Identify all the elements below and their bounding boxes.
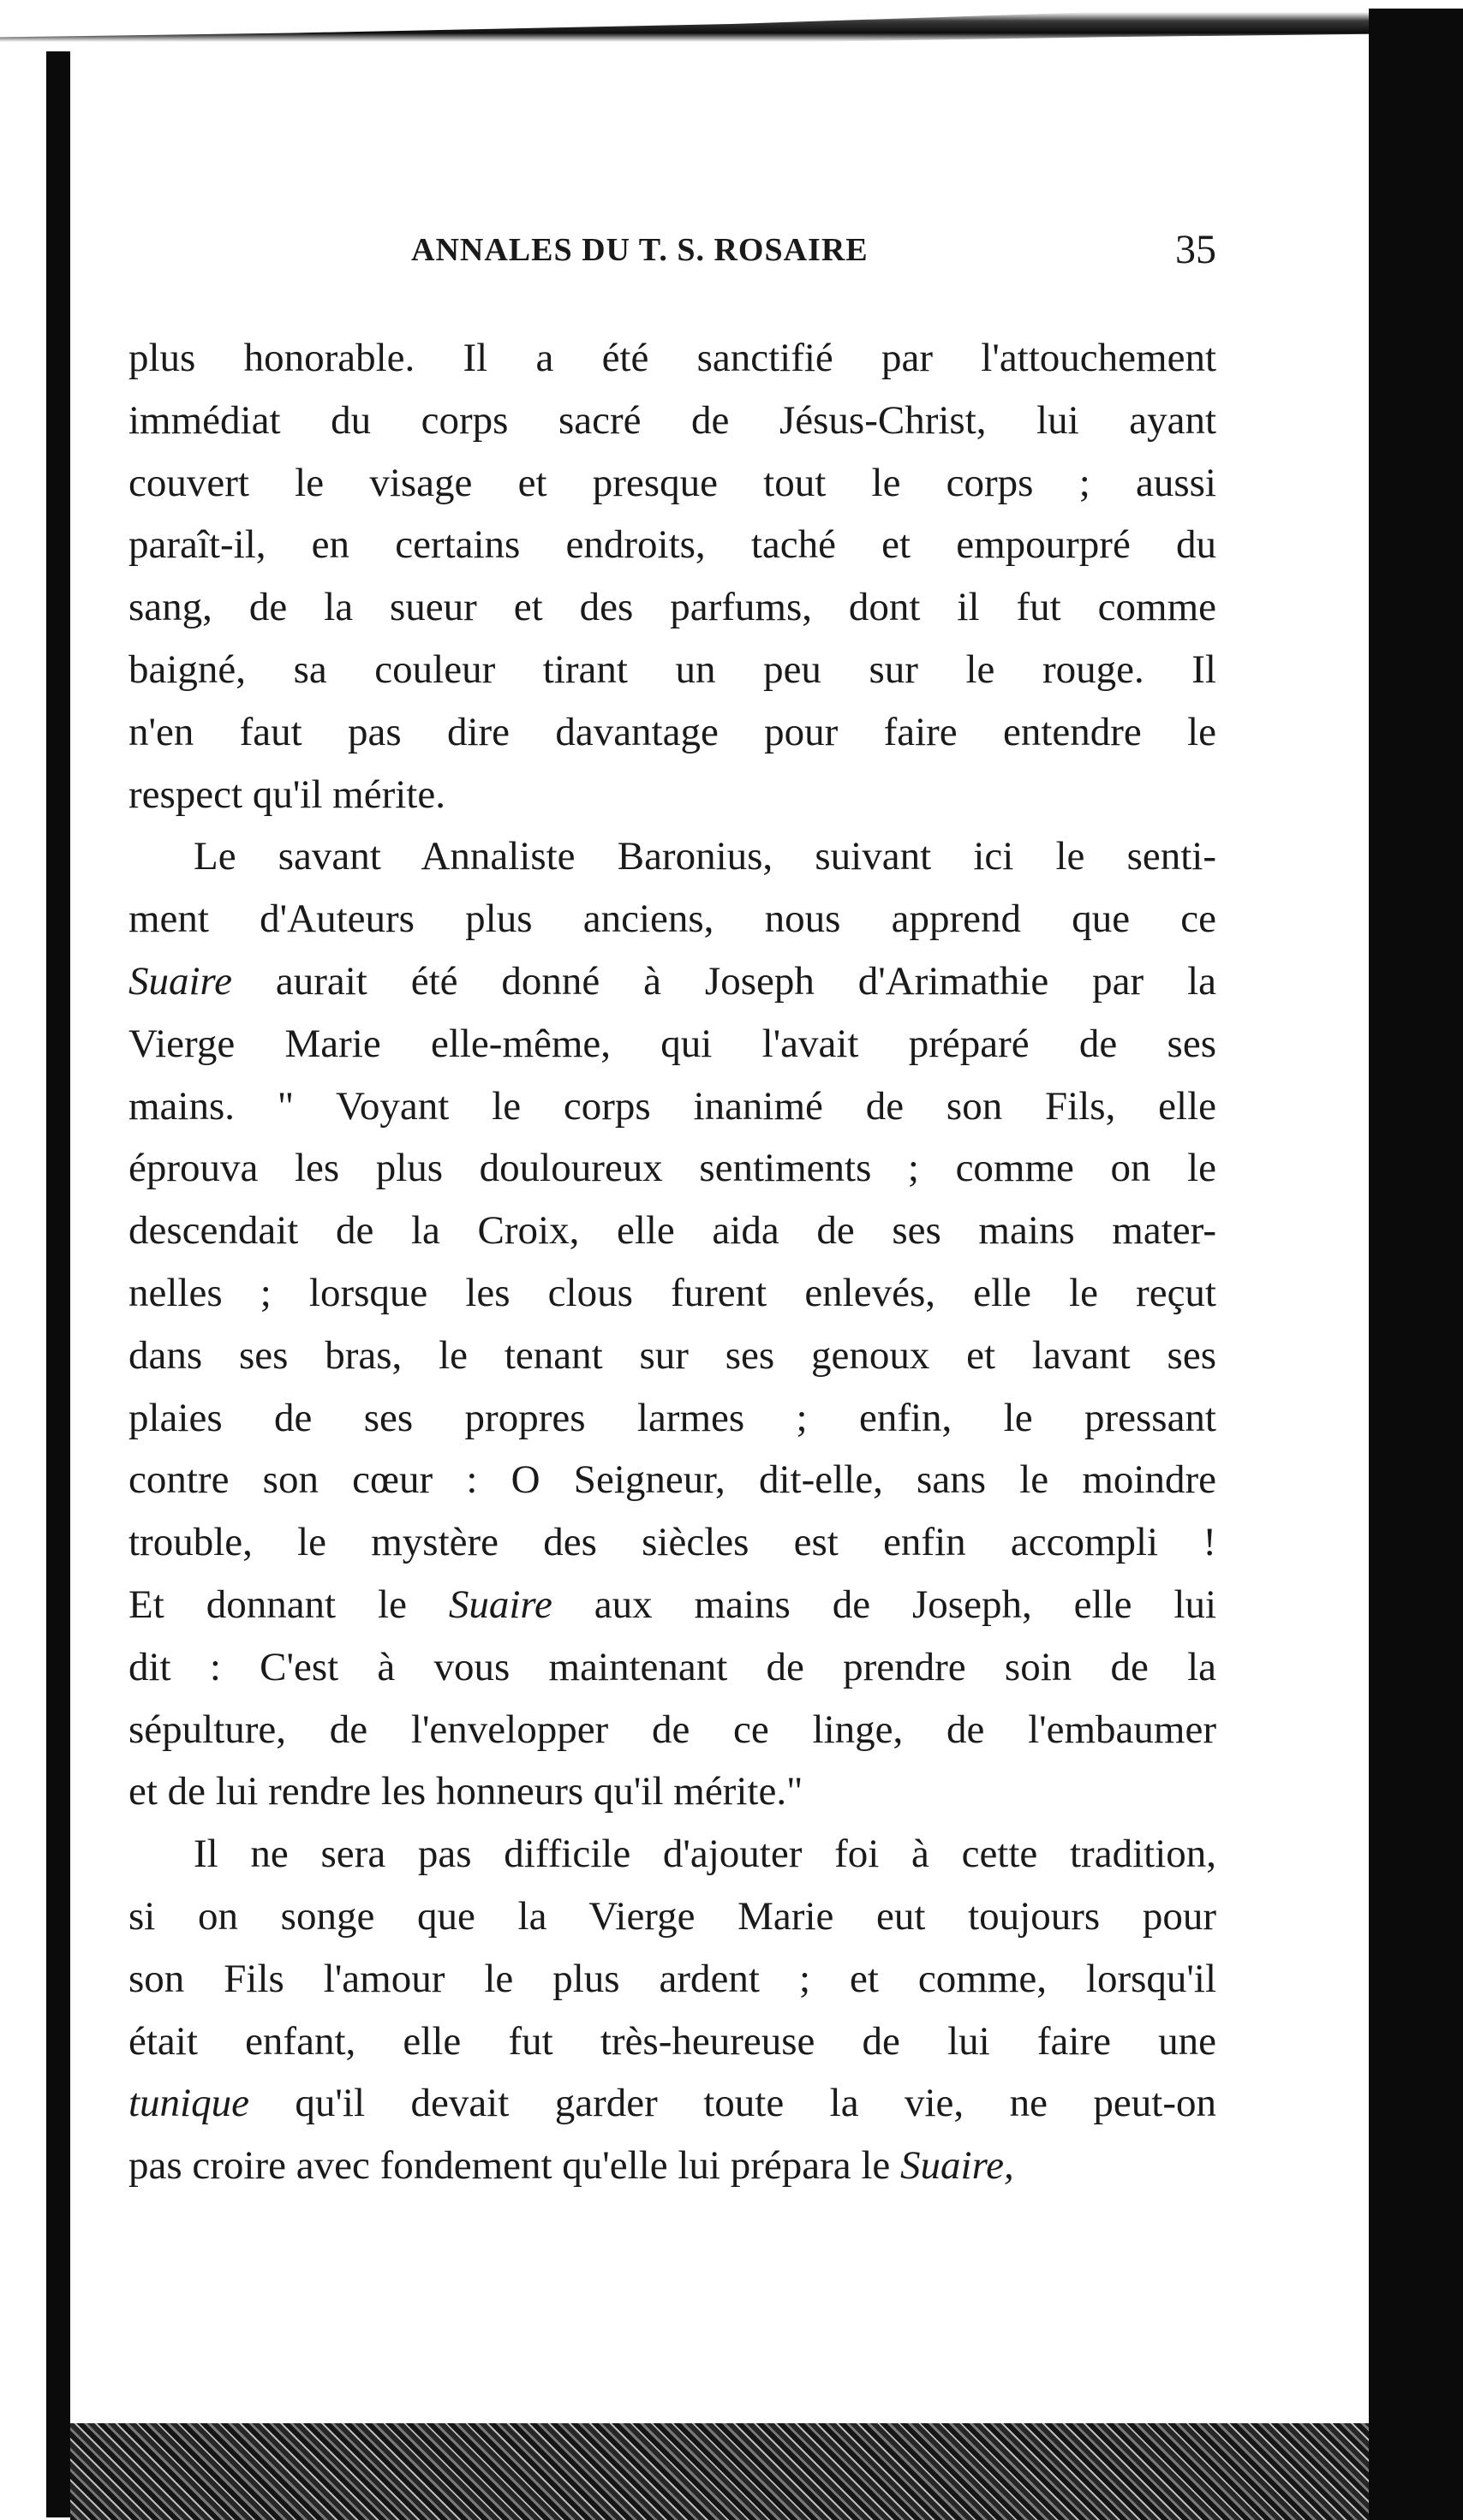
italic-word: Suaire	[448, 1582, 552, 1627]
text-run: était enfant, elle fut très-heureuse de lui faire une	[128, 2018, 1216, 2064]
text-run: plus honorable. Il a été sanctifié par l'attouchement	[128, 336, 1216, 380]
text-line	[128, 1075, 1216, 1138]
text-line	[128, 1948, 1216, 2011]
text-run: plaies de ses propres larmes ; enfin, le pressant	[128, 1395, 1216, 1440]
running-header	[128, 227, 1216, 291]
text-line	[128, 2072, 1216, 2135]
text-run: sang, de la sueur et des parfums, dont il fut comme	[128, 585, 1216, 630]
text-run: et de lui rendre les honneurs qu'il mérite."	[128, 1769, 803, 1814]
text-line	[128, 1262, 1216, 1325]
text-run: nelles ; lorsque les clous furent enlevés, elle le reçut	[128, 1270, 1216, 1315]
text-line	[128, 1387, 1216, 1450]
scan-top-border	[0, 0, 1463, 60]
text-line	[128, 1823, 1216, 1886]
text-line	[128, 825, 1216, 888]
text-run: trouble, le mystère des siècles est enfin accompli !	[128, 1520, 1216, 1565]
text-run: descendait de la Croix, elle aida de ses mains mater-	[128, 1208, 1216, 1254]
text-run: immédiat du corps sacré de Jésus-Christ, lui ayant	[128, 397, 1216, 443]
text-line	[128, 888, 1216, 950]
text-run: n'en faut pas dire davantage pour faire entendre le	[128, 709, 1216, 754]
text-run: aux mains de Joseph, elle lui	[552, 1582, 1216, 1627]
text-run: si on songe que la Vierge Marie eut toujours pour	[128, 1893, 1216, 1939]
text-line	[128, 390, 1216, 452]
text-line	[128, 764, 1216, 826]
text-run: sépulture, de l'envelopper de ce linge, de l'embaumer	[128, 1707, 1216, 1752]
italic-word: Suaire,	[900, 2143, 1014, 2189]
text-line	[128, 452, 1216, 515]
text-line	[128, 1511, 1216, 1574]
paragraph	[128, 825, 1216, 1823]
text-line	[128, 1449, 1216, 1511]
text-line	[128, 1325, 1216, 1387]
text-run: Et donnant le	[128, 1582, 449, 1627]
text-run: dit : C'est à vous maintenant de prendre soin de la	[128, 1644, 1216, 1689]
scan-left-border	[46, 51, 70, 2517]
book-page	[128, 227, 1216, 2197]
text-line	[128, 2135, 1216, 2197]
text-line	[128, 1760, 1216, 1823]
text-line	[128, 1636, 1216, 1699]
scan-right-border	[1369, 9, 1463, 2520]
text-line	[128, 639, 1216, 701]
text-line	[128, 2011, 1216, 2073]
text-run: Vierge Marie elle-même, qui l'avait préparé de ses	[128, 1021, 1216, 1066]
text-run: Il ne sera pas difficile d'ajouter foi à cette tradition,	[194, 1832, 1216, 1877]
text-line	[128, 514, 1216, 576]
paragraph	[128, 327, 1216, 825]
text-line	[128, 950, 1216, 1013]
page-number: 35	[1175, 227, 1216, 272]
text-run: ment d'Auteurs plus anciens, nous apprend que ce	[128, 897, 1216, 942]
text-run: aurait été donné à Joseph d'Arimathie par la	[231, 958, 1216, 1004]
text-run: couvert le visage et presque tout le corps ; aussi	[128, 460, 1216, 505]
text-run: son Fils l'amour le plus ardent ; et comme, lorsqu'il	[128, 1956, 1216, 2001]
text-run: contre son cœur : O Seigneur, dit-elle, sans le moindre	[128, 1457, 1216, 1503]
text-run: pas croire avec fondement qu'elle lui prépara le	[128, 2143, 901, 2189]
text-run: respect qu'il mérite.	[128, 771, 445, 817]
scan-bottom-border	[70, 2423, 1369, 2520]
text-run: éprouva les plus douloureux sentiments ; comme on le	[128, 1146, 1216, 1191]
text-line	[128, 1886, 1216, 1948]
text-run: Le savant Annaliste Baronius, suivant ici le senti-	[194, 834, 1216, 879]
text-line	[128, 1574, 1216, 1636]
text-line	[128, 1699, 1216, 1761]
text-line	[128, 701, 1216, 764]
text-line	[128, 1013, 1216, 1075]
text-line	[128, 1200, 1216, 1262]
paragraph	[128, 1823, 1216, 2197]
italic-word: Suaire	[128, 958, 232, 1004]
text-line	[128, 327, 1216, 390]
text-line	[128, 576, 1216, 639]
text-run: dans ses bras, le tenant sur ses genoux et lavant ses	[128, 1332, 1216, 1378]
text-run: paraît-il, en certains endroits, taché et empourpré du	[128, 522, 1216, 568]
running-title: ANNALES DU T. S. ROSAIRE	[411, 232, 869, 268]
text-run: mains. " Voyant le corps inanimé de son Fils, elle	[128, 1083, 1216, 1129]
body-text	[128, 327, 1216, 2197]
italic-word: tunique	[128, 2081, 249, 2126]
text-run: baigné, sa couleur tirant un peu sur le rouge. Il	[128, 646, 1216, 692]
text-run: qu'il devait garder toute la vie, ne peut-on	[248, 2081, 1216, 2126]
text-line	[128, 1137, 1216, 1200]
